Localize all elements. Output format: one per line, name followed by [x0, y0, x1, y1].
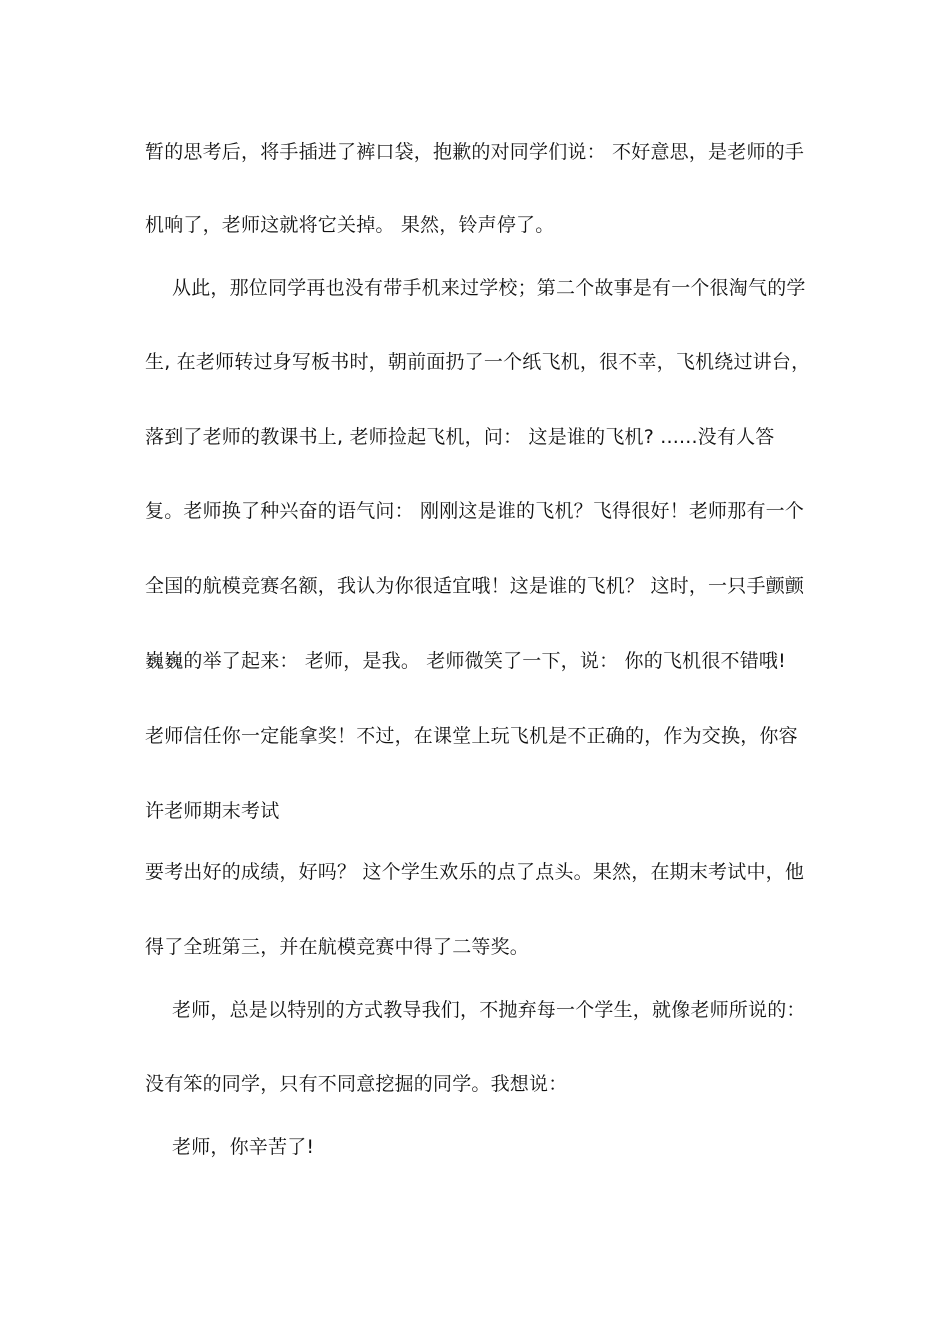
paragraph-line: 巍巍的举了起来： 老师，是我。 老师微笑了一下，说： 你的飞机很不错哦! — [145, 650, 786, 672]
paragraph-line: 暂的思考后，将手插进了裤口袋，抱歉的对同学们说： 不好意思，是老师的手 — [145, 141, 805, 163]
paragraph-line: 从此，那位同学再也没有带手机来过学校；第二个故事是有一个很淘气的学 — [172, 277, 806, 299]
paragraph-line: 老师，你辛苦了! — [172, 1136, 315, 1158]
paragraph-line: 得了全班第三，并在航模竞赛中得了二等奖。 — [145, 936, 530, 958]
paragraph-line: 许老师期末考试 — [145, 800, 280, 822]
paragraph-line: 要考出好的成绩，好吗？ 这个学生欢乐的点了点头。果然，在期末考试中，他 — [145, 861, 805, 883]
paragraph-line: 老师信任你一定能拿奖！不过，在课堂上玩飞机是不正确的，作为交换，你容 — [145, 725, 798, 747]
paragraph-line: 复。老师换了种兴奋的语气问： 刚刚这是谁的飞机？飞得很好！老师那有一个 — [145, 500, 805, 522]
paragraph-line: 机响了，老师这就将它关掉。 果然，铃声停了。 — [145, 214, 555, 236]
paragraph-line: 没有笨的同学，只有不同意挖掘的同学。我想说： — [145, 1073, 568, 1095]
paragraph-line: 全国的航模竞赛名额，我认为你很适宜哦！这是谁的飞机？ 这时，一只手颤颤 — [145, 575, 805, 597]
paragraph-line: 生, 在老师转过身写板书时，朝前面扔了一个纸飞机，很不幸，飞机绕过讲台， — [145, 351, 811, 373]
paragraph-line: 落到了老师的教课书上, 老师捡起飞机，问： 这是谁的飞机? ......没有人答 — [145, 426, 775, 448]
paragraph-line: 老师，总是以特别的方式教导我们，不抛弃每一个学生，就像老师所说的： — [172, 999, 806, 1021]
